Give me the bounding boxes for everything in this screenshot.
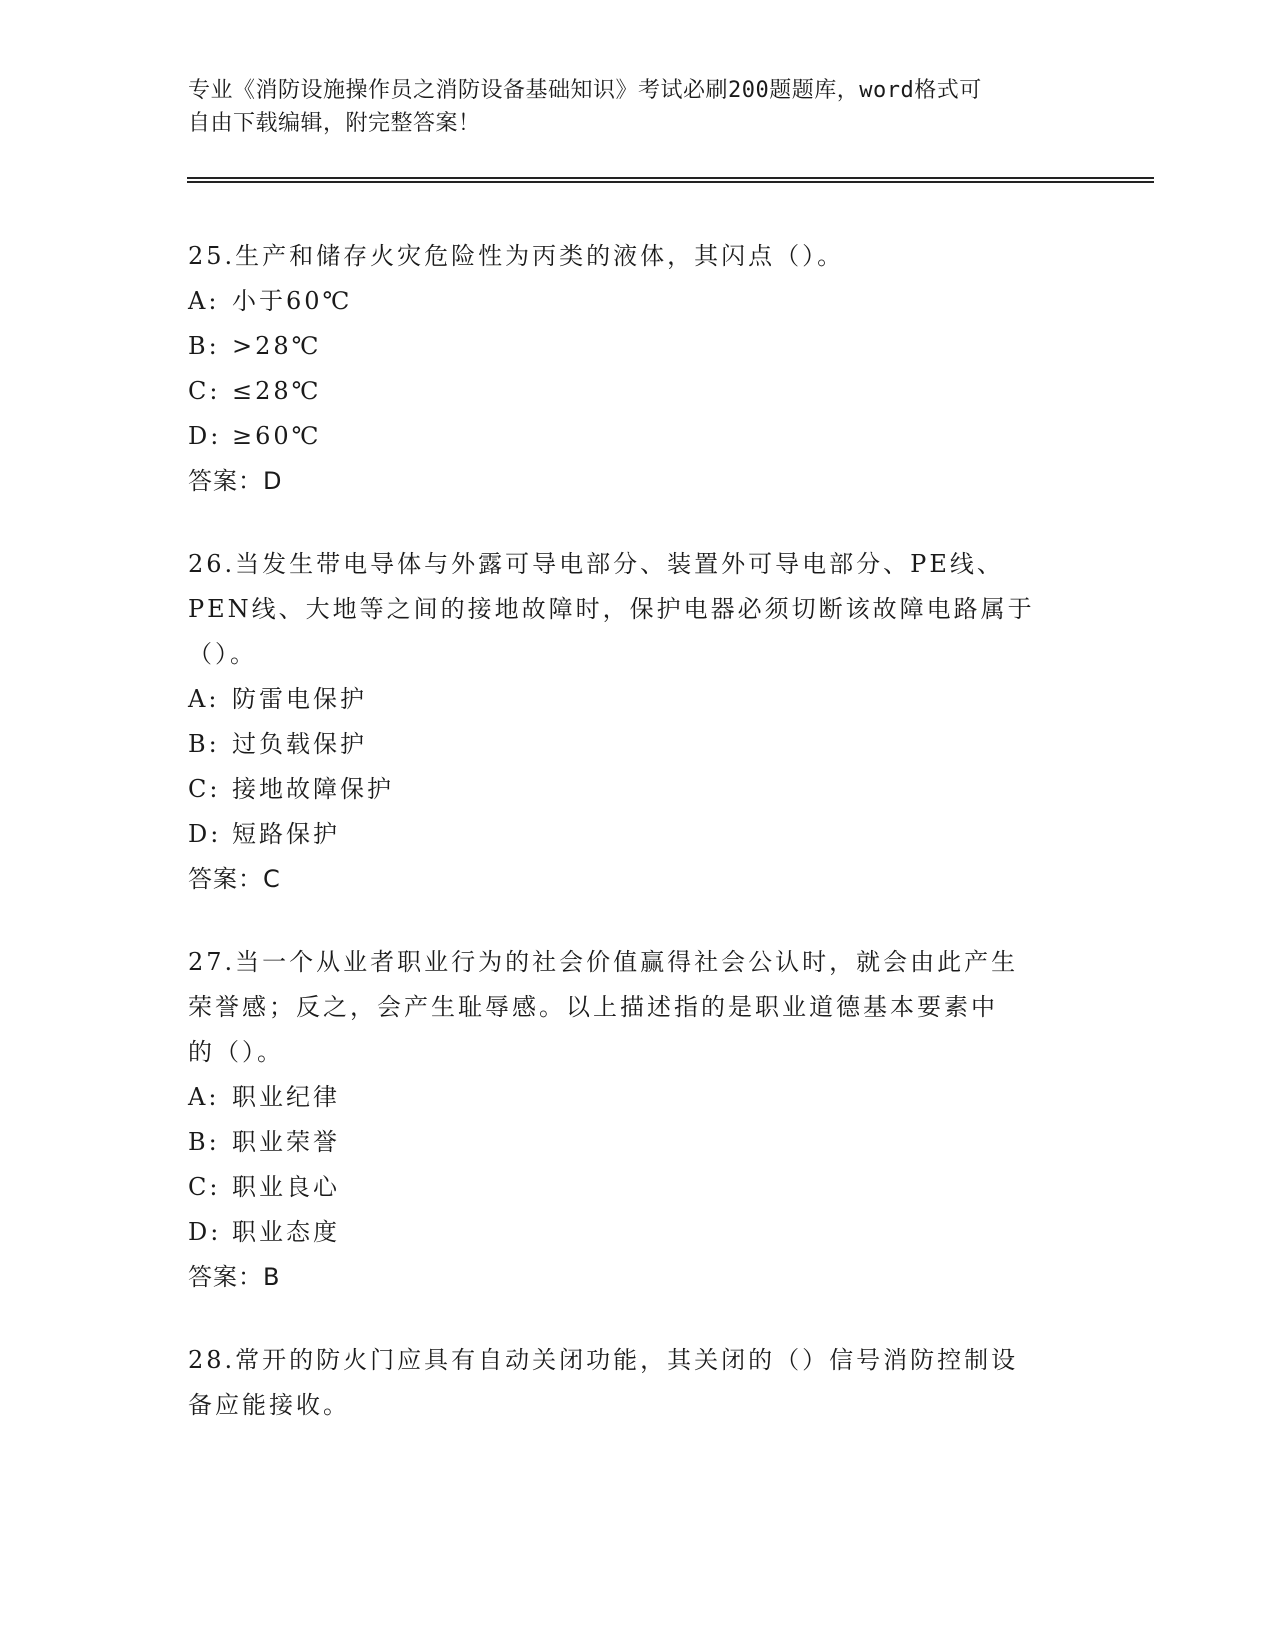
- option-letter: B:: [188, 332, 220, 360]
- document-header: [188, 74, 1088, 140]
- option-letter: D:: [188, 1218, 222, 1246]
- answer-key: 答案：D: [188, 467, 283, 495]
- option-letter: C:: [188, 1173, 221, 1201]
- option-text: 职业态度: [232, 1218, 340, 1246]
- option-letter: D:: [188, 820, 222, 848]
- answer-option: [188, 369, 1088, 414]
- option-text: >28℃: [232, 332, 322, 360]
- question-block: [188, 1338, 1088, 1428]
- header-divider-bottom: [187, 181, 1154, 183]
- question-stem-line: 荣誉感；反之，会产生耻辱感。以上描述指的是职业道德基本要素中: [188, 993, 998, 1021]
- question-stem-line: 28.常开的防火门应具有自动关闭功能，其关闭的（）信号消防控制设: [188, 1346, 1019, 1374]
- option-text: 职业良心: [232, 1173, 340, 1201]
- option-text: ≥60℃: [232, 422, 322, 450]
- option-letter: A:: [188, 1083, 220, 1111]
- header-line-1: 专业《消防设施操作员之消防设备基础知识》考试必刷200题题库，word格式可: [188, 78, 982, 103]
- answer-option: [188, 1120, 1088, 1165]
- option-text: 职业纪律: [232, 1083, 340, 1111]
- question-stem-line: PEN线、大地等之间的接地故障时，保护电器必须切断该故障电路属于: [188, 595, 1035, 623]
- option-letter: A:: [188, 287, 220, 315]
- question-stem-line: 27.当一个从业者职业行为的社会价值赢得社会公认时，就会由此产生: [188, 948, 1019, 976]
- question-stem-line: （）。: [188, 640, 257, 668]
- option-text: 小于60℃: [232, 287, 353, 315]
- option-text: 接地故障保护: [232, 775, 394, 803]
- answer-option: [188, 414, 1088, 459]
- header-divider-top: [187, 177, 1154, 179]
- answer-option: [188, 1165, 1088, 1210]
- answer-option: [188, 722, 1088, 767]
- answer-option: [188, 767, 1088, 812]
- option-letter: A:: [188, 685, 220, 713]
- header-line-2: 自由下载编辑，附完整答案！: [188, 111, 481, 136]
- question-stem-line: 26.当发生带电导体与外露可导电部分、装置外可导电部分、PE线、: [188, 550, 1004, 578]
- option-text: 职业荣誉: [232, 1128, 340, 1156]
- question-stem-line: 的（）。: [188, 1038, 284, 1066]
- option-letter: C:: [188, 377, 221, 405]
- option-text: 过负载保护: [232, 730, 367, 758]
- question-stem-line: 25.生产和储存火灾危险性为丙类的液体，其闪点（）。: [188, 242, 845, 270]
- option-text: ≤28℃: [232, 377, 322, 405]
- question-list: [188, 234, 1088, 1466]
- answer-option: [188, 324, 1088, 369]
- answer-option: [188, 812, 1088, 857]
- answer-key: 答案：B: [188, 1263, 281, 1291]
- question-stem-line: 备应能接收。: [188, 1391, 350, 1419]
- answer-option: [188, 1075, 1088, 1120]
- option-letter: C:: [188, 775, 221, 803]
- answer-option: [188, 677, 1088, 722]
- option-text: 短路保护: [232, 820, 340, 848]
- question-block: [188, 542, 1088, 902]
- question-block: [188, 234, 1088, 504]
- option-text: 防雷电保护: [232, 685, 367, 713]
- question-block: [188, 940, 1088, 1300]
- option-letter: D:: [188, 422, 222, 450]
- answer-option: [188, 1210, 1088, 1255]
- option-letter: B:: [188, 730, 220, 758]
- answer-option: [188, 279, 1088, 324]
- answer-key: 答案：C: [188, 865, 281, 893]
- option-letter: B:: [188, 1128, 220, 1156]
